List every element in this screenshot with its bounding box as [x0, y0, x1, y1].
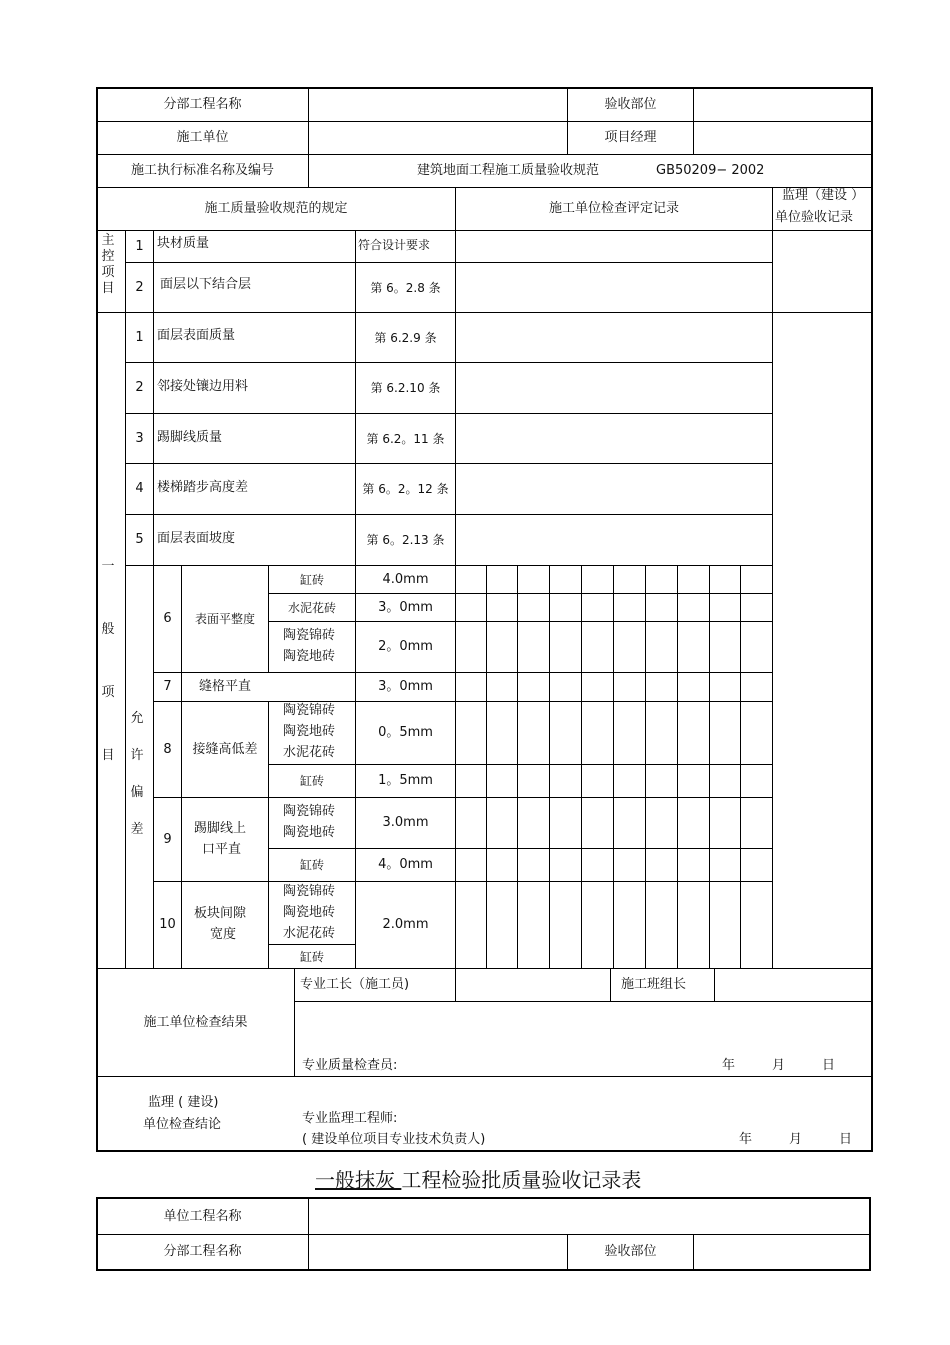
main-item-name: 面层以下结合层: [160, 277, 252, 292]
tolerance-value: 0。5mm: [378, 725, 433, 740]
material: 缸砖: [299, 774, 324, 788]
pm-value[interactable]: [694, 122, 871, 154]
tol-item-name: 表面平整度: [194, 612, 255, 626]
next-form-title-rest: 工程检验批质量验收记录表: [401, 1168, 642, 1192]
tol-item-no: 9: [163, 831, 172, 847]
constructor-value[interactable]: [309, 122, 567, 154]
tolerance-value: 3。0mm: [378, 679, 433, 694]
date-month: 月: [772, 1058, 786, 1073]
owner-label: ( 建设单位项目专业技术负责人): [302, 1132, 486, 1147]
unit-project-value[interactable]: [309, 1199, 869, 1234]
general-item-no: 3: [135, 430, 144, 446]
material: 陶瓷地砖: [283, 724, 336, 739]
standard-label: 施工执行标准名称及编号: [130, 163, 274, 178]
tol-item-name: 接缝高低差: [192, 741, 258, 757]
sub-project-label: 分部工程名称: [163, 1244, 242, 1259]
general-item-name: 楼梯踏步高度差: [157, 480, 249, 495]
foreman-label: 专业工长（施工员): [300, 977, 410, 992]
inspect-part-value[interactable]: [694, 1235, 869, 1269]
team-leader-label: 施工班组长: [621, 977, 687, 992]
tol-item-name: 踢脚线上: [194, 821, 247, 836]
next-form-title-underlined: 一般抹灰: [315, 1168, 395, 1192]
next-form-title: [315, 1168, 641, 1192]
material: 陶瓷锦砖: [283, 804, 336, 819]
tol-item-name: 口平直: [202, 842, 242, 857]
main-item-name: 块材质量: [157, 236, 210, 251]
date-year: 年: [739, 1132, 753, 1147]
inspect-part-value[interactable]: [694, 88, 871, 121]
main-item-req: 符合设计要求: [358, 238, 431, 252]
material: 缸砖: [299, 572, 324, 587]
material: 陶瓷地砖: [283, 825, 336, 840]
material: 缸砖: [299, 858, 324, 872]
tol-item-no: 6: [163, 611, 172, 626]
tol-item-no: 7: [163, 679, 172, 694]
inspect-part-label: 验收部位: [604, 96, 657, 112]
supervisor-label: 专业监理工程师:: [302, 1111, 398, 1126]
general-item-name: 面层表面坡度: [157, 531, 236, 546]
tol-item-name: 宽度: [210, 927, 237, 942]
constructor-label: 施工单位: [176, 130, 229, 145]
general-item-no: 1: [135, 329, 144, 345]
material: 陶瓷地砖: [283, 649, 336, 664]
sub-project-label: 分部工程名称: [163, 96, 242, 112]
material: 缸砖: [299, 949, 324, 964]
tol-item-no: 8: [163, 741, 172, 757]
main-items-group-label: 主控项目: [101, 233, 115, 296]
supervise-header-2: 单位验收记录: [775, 210, 854, 225]
check-result-label: 施工单位检查结果: [143, 1014, 248, 1030]
check-header: 施工单位检查评定记录: [548, 201, 679, 216]
sub-project-value[interactable]: [309, 88, 567, 121]
date-year: 年: [722, 1058, 736, 1073]
tolerance-value: 2.0mm: [382, 917, 429, 932]
pm-label: 项目经理: [604, 130, 657, 145]
main-item-no: 1: [135, 238, 144, 254]
inspect-part-label: 验收部位: [604, 1244, 657, 1259]
material: 水泥花砖: [287, 600, 336, 615]
tolerance-value: 2。0mm: [378, 639, 433, 654]
spec-header: 施工质量验收规范的规定: [204, 201, 348, 216]
supervise-conclusion-label: 监理 ( 建设): [148, 1095, 219, 1110]
tolerance-label: 允许偏差: [130, 711, 144, 837]
date-day: 日: [839, 1132, 853, 1147]
material: 水泥花砖: [283, 745, 336, 760]
tolerance-value: 4。0mm: [378, 857, 433, 872]
standard-value: 建筑地面工程施工质量验收规范: [417, 163, 600, 178]
material: 陶瓷锦砖: [283, 628, 336, 643]
tolerance-value: 3。0mm: [378, 599, 433, 615]
standard-code: GB50209− 2002: [656, 163, 765, 178]
general-item-name: 踢脚线质量: [157, 430, 223, 445]
date-month: 月: [789, 1132, 803, 1147]
main-item-no: 2: [135, 279, 144, 295]
material: 陶瓷地砖: [283, 905, 336, 920]
material: 陶瓷锦砖: [283, 703, 336, 718]
team-leader-value[interactable]: [715, 969, 871, 1001]
foreman-value[interactable]: [456, 969, 610, 1001]
material: 水泥花砖: [283, 926, 336, 941]
general-item-name: 面层表面质量: [157, 328, 236, 343]
general-item-req: 第 6。2。12 条: [362, 482, 449, 496]
supervise-header-1: 监理（建设 ）: [782, 188, 865, 203]
sub-project-value[interactable]: [309, 1235, 567, 1269]
tol-item-name: 板块间隙: [194, 906, 247, 921]
tol-item-no: 10: [159, 917, 176, 932]
general-item-req: 第 6.2.10 条: [370, 381, 441, 395]
general-item-no: 2: [135, 380, 144, 395]
supervise-conclusion-label: 单位检查结论: [143, 1117, 222, 1132]
date-day: 日: [822, 1058, 836, 1073]
tolerance-value: 3.0mm: [382, 815, 429, 830]
general-item-req: 第 6.2。11 条: [366, 431, 445, 446]
general-item-req: 第 6。2.13 条: [366, 533, 445, 547]
general-item-no: 4: [135, 481, 144, 496]
tolerance-value: 1。5mm: [378, 773, 433, 788]
general-item-no: 5: [135, 532, 144, 547]
general-item-req: 第 6.2.9 条: [374, 330, 437, 345]
tol-item-name: 缝格平直: [198, 679, 251, 694]
qc-inspector-label: 专业质量检查员:: [302, 1058, 398, 1073]
general-items-group-label: 一般项目: [101, 559, 115, 763]
general-item-name: 邻接处镶边用料: [157, 379, 249, 394]
tolerance-value: 4.0mm: [382, 571, 429, 587]
material: 陶瓷锦砖: [283, 884, 336, 899]
main-item-req: 第 6。2.8 条: [370, 280, 441, 295]
unit-project-label: 单位工程名称: [163, 1208, 242, 1224]
